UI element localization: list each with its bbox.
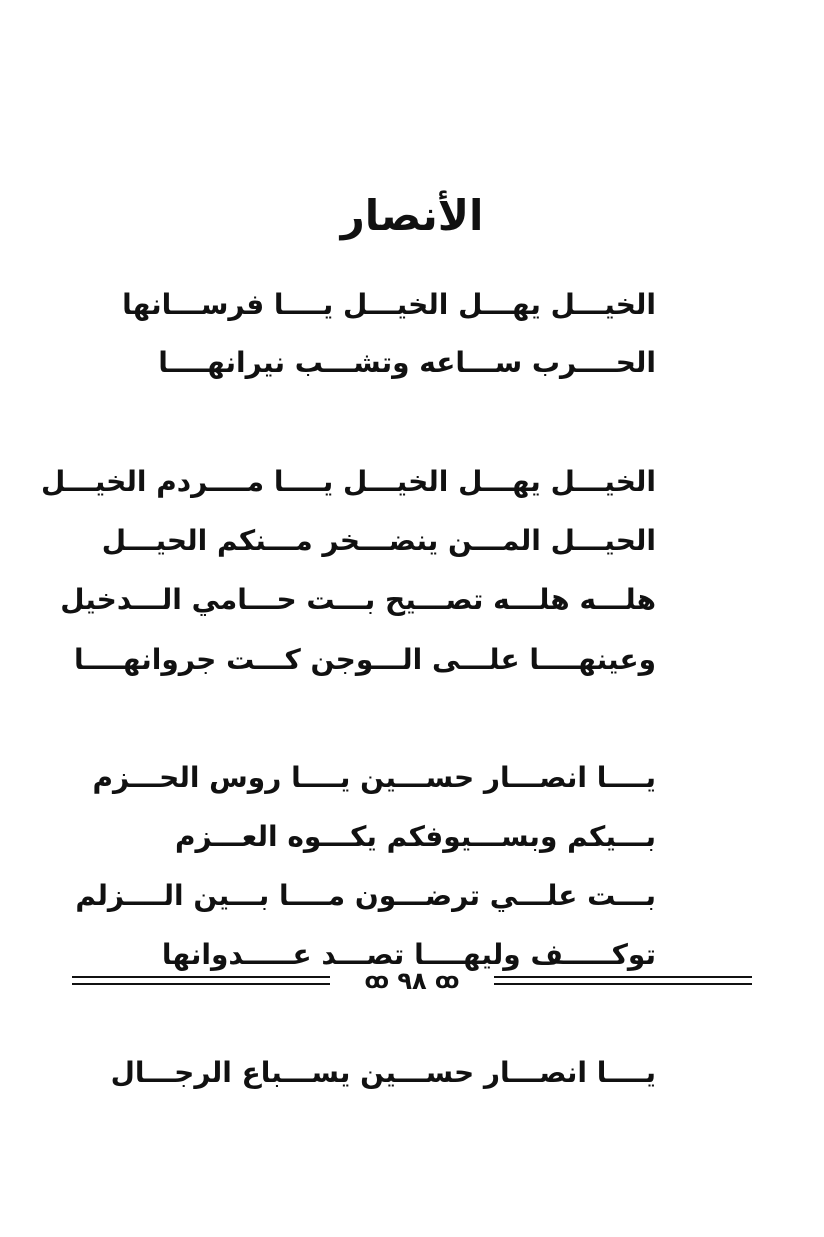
- poem-line: الخيـــل يهـــل الخيـــل يــــا فرســـانها: [122, 288, 656, 321]
- poem-line: هلـــه هلـــه تصـــيح بـــت حـــامي الـــدخيل: [60, 583, 656, 616]
- footer-rule-left: [72, 976, 330, 985]
- poem-line: يــــا انصـــار حســـين يســـباع الرجـــال: [110, 1056, 656, 1089]
- poem-line: الخيـــل يهـــل الخيـــل يــــا مــــردم الخيـــل: [41, 465, 656, 498]
- poem-line: بـــت علـــي ترضـــون مــــا بـــين الــــزلم: [75, 879, 656, 912]
- poem-line: الحيـــل المـــن ينضـــخر مـــنكم الحيـــل: [101, 524, 656, 557]
- ornament-left-icon: ꝏ: [364, 969, 389, 994]
- poem-line: يــــا انصـــار حســـين يــــا روس الحـــزم: [92, 761, 656, 794]
- page-footer: [72, 966, 752, 996]
- page-number-block: [342, 966, 482, 997]
- page-number: ٩٨: [397, 967, 427, 995]
- poem-line: توكـــــف وليهــــا تصـــد عـــــدوانها: [161, 938, 656, 971]
- poem-line: وعينهــــا علـــى الـــوجن كـــت جروانهــــا: [73, 643, 656, 676]
- poem-title: الأنصار: [340, 191, 484, 240]
- footer-rule-right: [494, 976, 752, 985]
- ornament-right-icon: ꝏ: [435, 969, 460, 994]
- poem-line: بـــيكم وبســـيوفكم يكـــوه العـــزم: [175, 820, 656, 853]
- poem-line: الحــــرب ســـاعه وتشـــب نيرانهــــا: [158, 346, 656, 379]
